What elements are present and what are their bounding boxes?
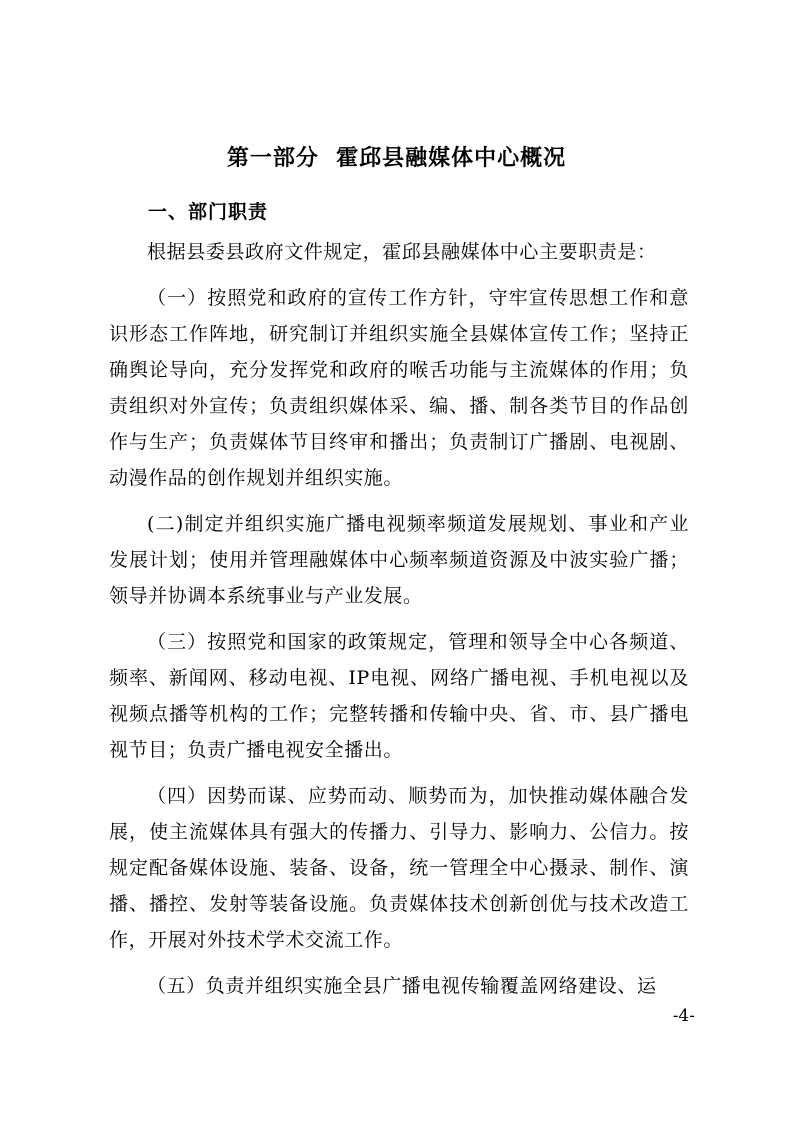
paragraph-duty-1: （一）按照党和政府的宣传工作方针，守牢宣传思想工作和意识形态工作阵地，研究制订并组织实施全县媒体宣传工作；坚持正确舆论导向，充分发挥党和政府的喉舌功能与主流媒体的作用；负责组织对外宣传；负责组织媒体采、编、播、制各类节目的作品创作与生产；负责媒体节目终审和播出；负责制订广播剧、电视剧、动漫作品的创作规划并组织实施。 [109, 287, 689, 489]
paragraph-duty-2: (二)制定并组织实施广播电视频率频道发展规划、事业和产业发展计划；使用并管理融媒体中心频率频道资源及中波实验广播；领导并协调本系统事业与产业发展。 [109, 513, 689, 607]
section-heading: 一、部门职责 [148, 201, 269, 223]
paragraph-duty-5: （五）负责并组织实施全县广播电视传输覆盖网络建设、运 [147, 975, 657, 997]
paragraph-intro: 根据县委县政府文件规定，霍邱县融媒体中心主要职责是： [147, 241, 657, 263]
body-text [109, 234, 689, 1014]
paragraph-duty-3: （三）按照党和国家的政策规定，管理和领导全中心各频道、频率、新闻网、移动电视、IP电视、网络广播电视、手机电视以及视频点播等机构的工作；完整转播和传输中央、省、市、县广播电视节目；负责广播电视安全播出。 [109, 631, 689, 761]
paragraph-duty-4: （四）因势而谋、应势而动、顺势而为，加快推动媒体融合发展，使主流媒体具有强大的传播力、引导力、影响力、公信力。按规定配备媒体设施、装备、设备，统一管理全中心摄录、制作、演播、播控、发射等装备设施。负责媒体技术创新创优与技术改造工作，开展对外技术学术交流工作。 [109, 785, 689, 951]
page-title: 第一部分 霍邱县融媒体中心概况 [226, 146, 567, 171]
page-number: -4- [672, 1006, 695, 1026]
